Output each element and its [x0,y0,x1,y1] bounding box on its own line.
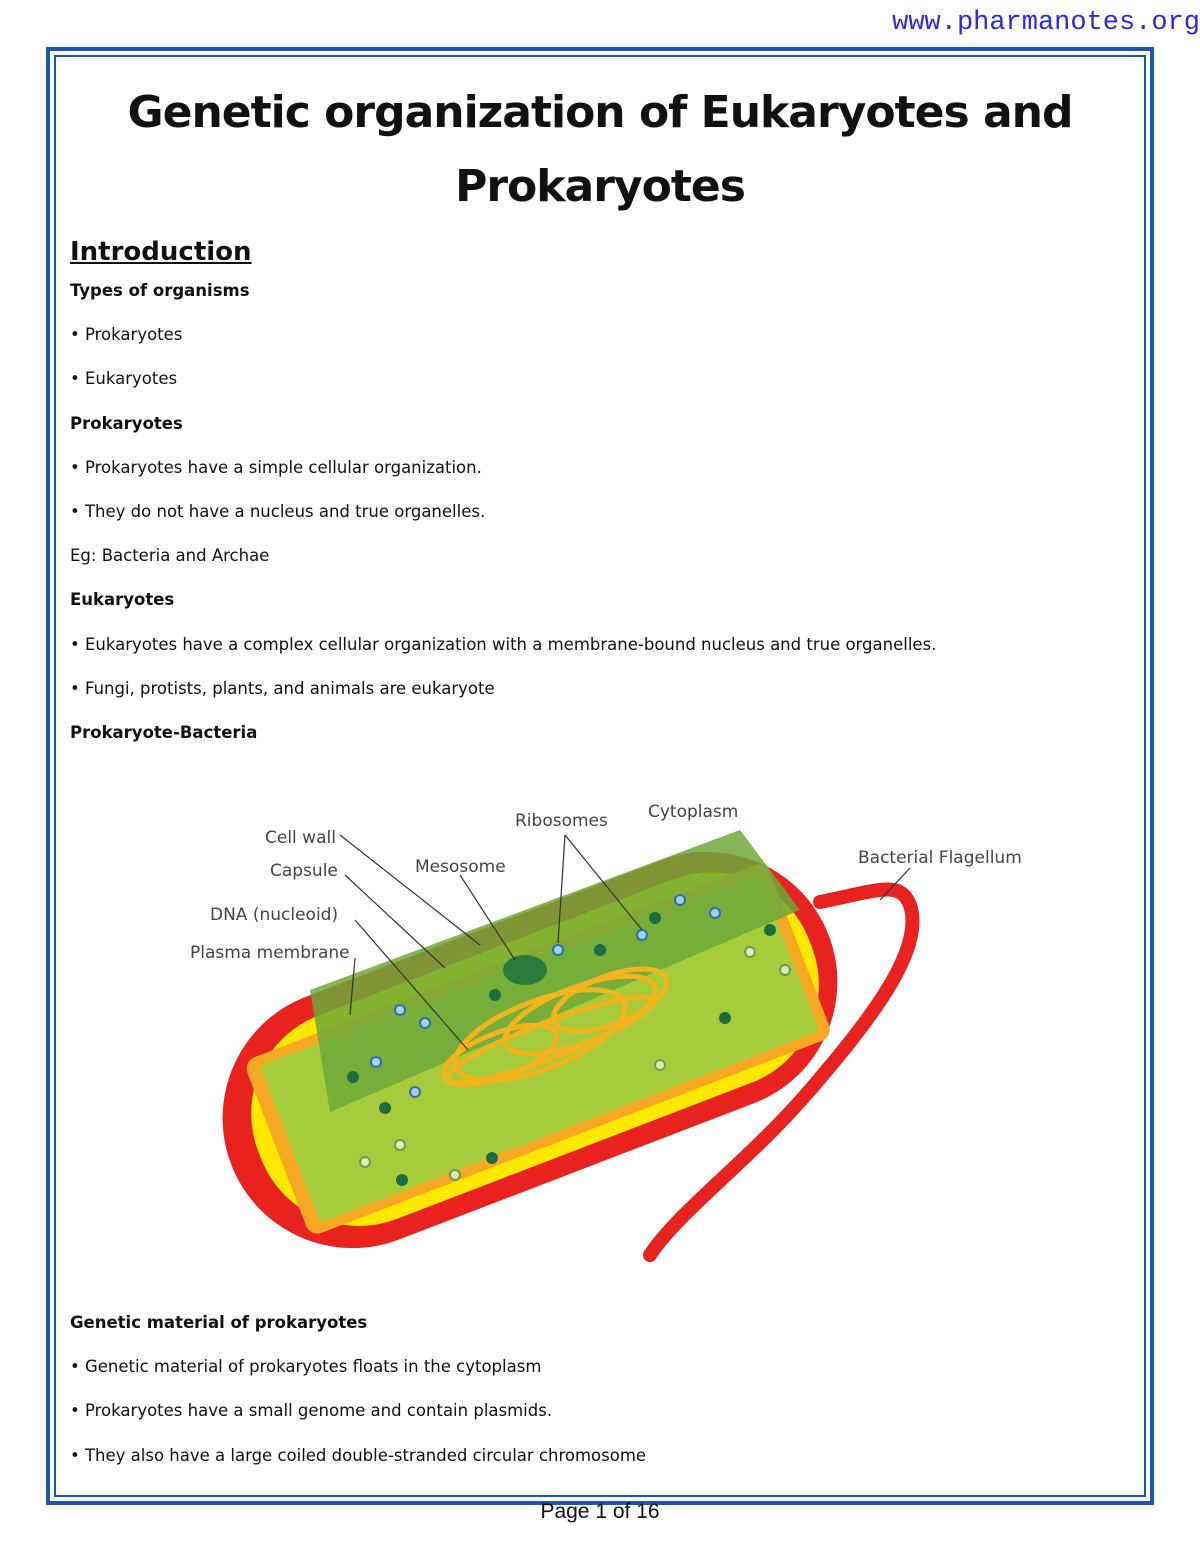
page-number: Page 1 of 16 [540,1500,660,1523]
genetic-line-1: • Genetic material of prokaryotes floats in the cytoplasm [70,1357,542,1377]
label-flagellum: Bacterial Flagellum [858,848,1022,868]
intro-line-1: • Prokaryotes [70,325,183,345]
bacteria-diagram [180,790,1040,1270]
label-cell-wall: Cell wall [265,828,336,848]
intro-content [70,234,1130,764]
watermark-url[interactable]: www.pharmanotes.org [892,8,1200,38]
genetic-line-0: Genetic material of prokaryotes [70,1313,368,1332]
label-plasma-membrane: Plasma membrane [190,943,350,963]
label-ribosomes: Ribosomes [515,811,608,831]
introduction-heading: Introduction [70,237,252,267]
intro-line-10: Prokaryote-Bacteria [70,722,258,742]
intro-line-7: Eukaryotes [70,590,175,610]
page-title [100,76,1100,224]
intro-lines [70,278,1130,764]
intro-line-5: • They do not have a nucleus and true organelles. [70,501,486,521]
label-cytoplasm: Cytoplasm [648,802,739,822]
title-line-1: Genetic organization of Eukaryotes and [127,87,1073,138]
intro-line-0: Types of organisms [70,281,250,300]
intro-line-9: • Fungi, protists, plants, and animals are eukaryote [70,678,495,698]
genetic-material-content [70,1310,1130,1487]
genetic-line-3: • They also have a large coiled double-stranded circular chromosome [70,1445,647,1465]
title-line-2: Prokaryotes [455,161,745,212]
intro-line-6: Eg: Bacteria and Archae [70,546,270,566]
label-dna: DNA (nucleoid) [210,905,339,925]
intro-line-8: • Eukaryotes have a complex cellular organization with a membrane-bound nucleus and true organelles. [70,634,937,654]
label-mesosome: Mesosome [415,857,506,877]
intro-line-4: • Prokaryotes have a simple cellular organization. [70,457,482,477]
mesosome-shape [503,955,547,985]
genetic-line-2: • Prokaryotes have a small genome and contain plasmids. [70,1401,553,1421]
label-capsule: Capsule [270,861,338,881]
genetic-material-lines [70,1310,1130,1487]
intro-line-2: • Eukaryotes [70,369,178,389]
intro-line-3: Prokaryotes [70,413,183,433]
